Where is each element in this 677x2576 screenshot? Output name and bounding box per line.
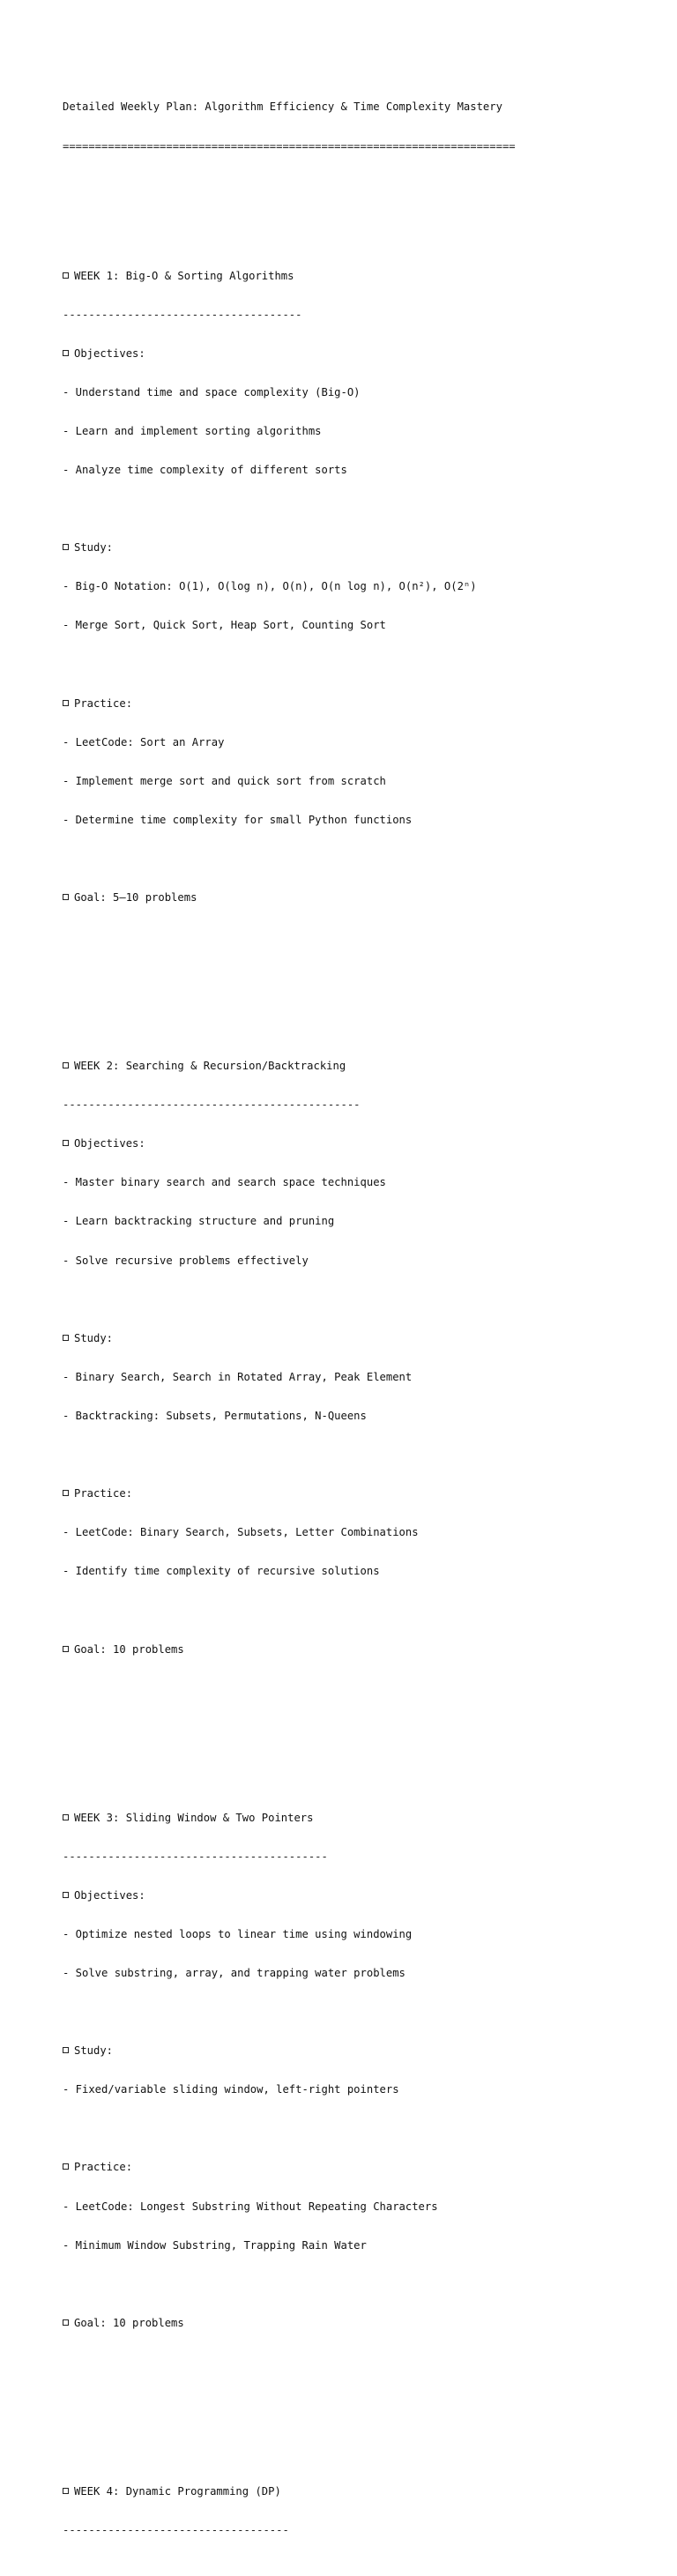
list-item: - Solve recursive problems effectively <box>63 1254 309 1267</box>
week-1-section <box>63 243 671 930</box>
checkbox-icon <box>63 2163 69 2170</box>
list-item: - LeetCode: Longest Substring Without Repeating Characters <box>63 2200 438 2213</box>
week-heading: WEEK 3: Sliding Window & Two Pointers <box>63 1812 671 1825</box>
list-item: - Learn and implement sorting algorithms <box>63 424 322 437</box>
list-item: - Learn backtracking structure and pruning <box>63 1215 335 1228</box>
list-item: - Master binary search and search space techniques <box>63 1176 386 1189</box>
list-item: - Backtracking: Subsets, Permutations, N-Queens <box>63 1409 367 1422</box>
checkbox-icon <box>63 894 69 900</box>
checkbox-icon <box>63 350 69 356</box>
study-label: Study: <box>63 2044 671 2058</box>
practice-label: Practice: <box>63 1487 671 1500</box>
week-3-section <box>63 1785 671 2356</box>
study-label: Study: <box>63 541 671 555</box>
objectives-label: Objectives: <box>63 347 671 361</box>
list-item: - LeetCode: Binary Search, Subsets, Letter Combinations <box>63 1526 419 1539</box>
section-rule: ----------------------------------------- <box>63 1850 328 1863</box>
list-item: - Merge Sort, Quick Sort, Heap Sort, Counting Sort <box>63 619 386 632</box>
study-label: Study: <box>63 1332 671 1345</box>
list-item: - Optimize nested loops to linear time using windowing <box>63 1927 413 1940</box>
list-item: - Fixed/variable sliding window, left-right pointers <box>63 2083 399 2096</box>
list-item: - Big-O Notation: O(1), O(log n), O(n), O(n log n), O(n²), O(2ⁿ) <box>63 580 477 593</box>
week-heading: WEEK 4: Dynamic Programming (DP) <box>63 2485 671 2498</box>
list-item: - Identify time complexity of recursive solutions <box>63 1565 380 1578</box>
checkbox-icon <box>63 1814 69 1820</box>
week-heading: WEEK 1: Big-O & Sorting Algorithms <box>63 270 671 283</box>
checkbox-icon <box>63 272 69 279</box>
list-item: - Minimum Window Substring, Trapping Rain Water <box>63 2238 367 2252</box>
goal-line: Goal: 10 problems <box>63 1643 671 1657</box>
checkbox-icon <box>63 544 69 550</box>
week-2-section <box>63 1034 671 1682</box>
practice-label: Practice: <box>63 2161 671 2174</box>
week-4-section <box>63 2460 671 2564</box>
week-heading: WEEK 2: Searching & Recursion/Backtracking <box>63 1060 671 1073</box>
list-item: - Binary Search, Search in Rotated Array, Peak Element <box>63 1370 413 1383</box>
section-rule: ------------------------------------- <box>63 308 302 321</box>
list-item: - Solve substring, array, and trapping water problems <box>63 1967 405 1979</box>
checkbox-icon <box>63 2319 69 2326</box>
list-item: - Implement merge sort and quick sort from scratch <box>63 774 386 787</box>
checkbox-icon <box>63 700 69 706</box>
list-item: - Understand time and space complexity (Big-O) <box>63 385 361 398</box>
section-rule: ----------------------------------- <box>63 2524 289 2537</box>
checkbox-icon <box>63 2488 69 2494</box>
document-body <box>63 75 671 2576</box>
checkbox-icon <box>63 1646 69 1652</box>
objectives-label: Objectives: <box>63 1137 671 1150</box>
checkbox-icon <box>63 1892 69 1898</box>
objectives-label: Objectives: <box>63 1889 671 1902</box>
list-item: - Analyze time complexity of different sorts <box>63 463 347 476</box>
goal-line: Goal: 10 problems <box>63 2317 671 2330</box>
checkbox-icon <box>63 1062 69 1068</box>
list-item: - LeetCode: Sort an Array <box>63 735 225 748</box>
checkbox-icon <box>63 1140 69 1146</box>
title-rule: ====================================================================== <box>63 139 516 153</box>
section-rule: ---------------------------------------------- <box>63 1098 361 1112</box>
document-title: Detailed Weekly Plan: Algorithm Efficiency & Time Complexity Mastery <box>63 101 502 114</box>
checkbox-icon <box>63 1490 69 1496</box>
list-item: - Determine time complexity for small Python functions <box>63 813 413 826</box>
checkbox-icon <box>63 2047 69 2053</box>
practice-label: Practice: <box>63 697 671 711</box>
goal-line: Goal: 5–10 problems <box>63 891 671 905</box>
checkbox-icon <box>63 1335 69 1341</box>
